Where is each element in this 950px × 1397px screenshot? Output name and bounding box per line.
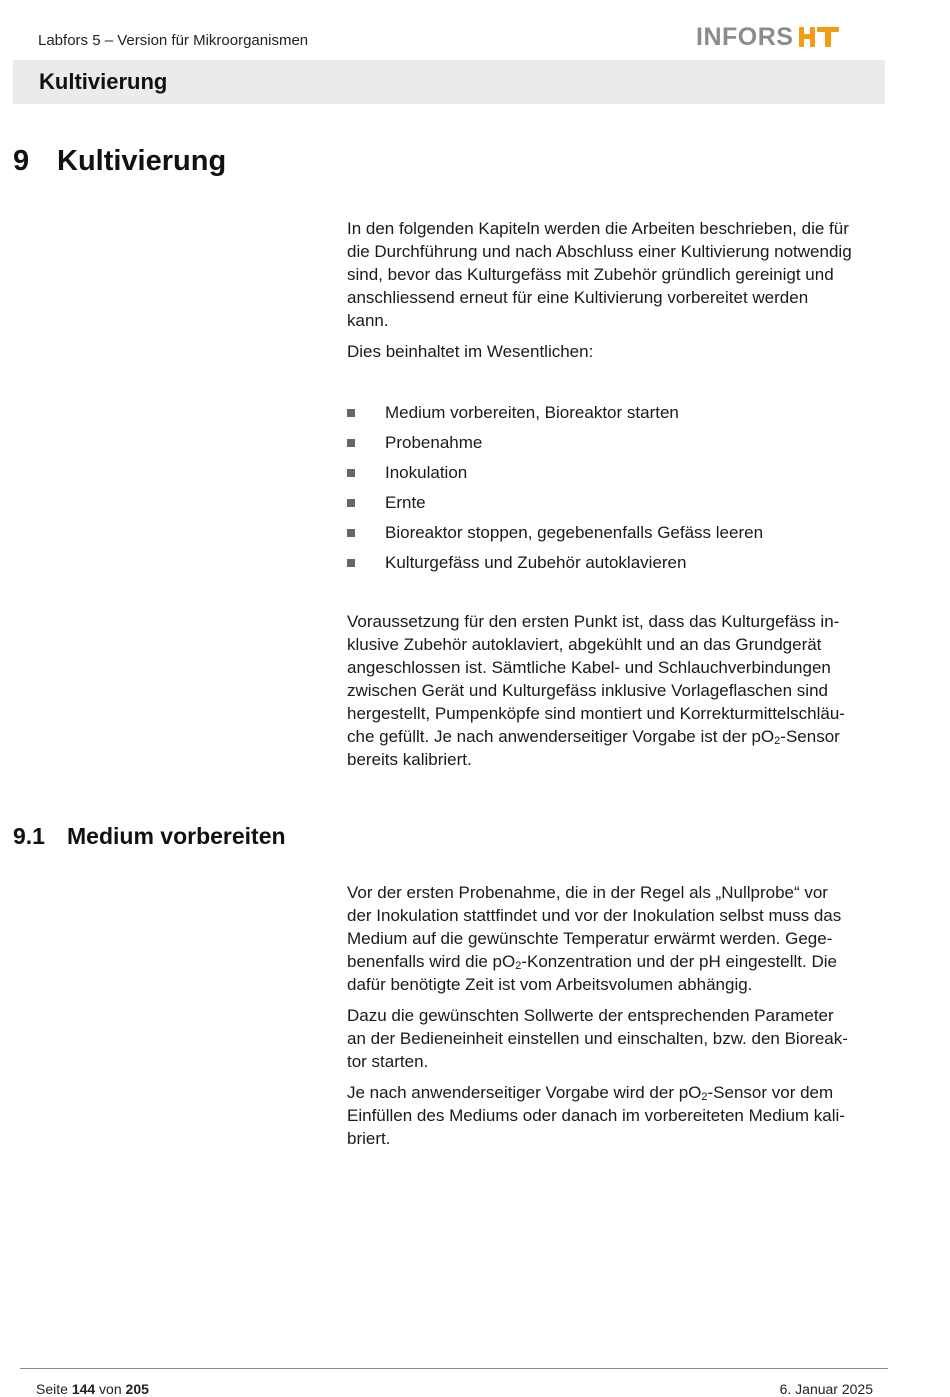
intro-text-block — [347, 217, 889, 371]
prerequisite-paragraph — [347, 610, 889, 771]
text-line: kann. — [347, 311, 389, 330]
text-line: Voraussetzung für den ersten Punkt ist, dass das Kulturgefäss in- — [347, 612, 840, 631]
text-line: anschliessend erneut für eine Kultivierung vorbereitet werden — [347, 288, 809, 307]
text-line: an der Bedieneinheit einstellen und einschalten, bzw. den Bioreak- — [347, 1029, 848, 1048]
list-item-label: Ernte — [385, 493, 426, 512]
text-line: klusive Zubehör autoklaviert, abgekühlt und an das Grundgerät — [347, 635, 822, 654]
page-prefix: Seite — [36, 1381, 72, 1397]
infors-logo — [696, 22, 841, 52]
ht-logo-mark — [799, 25, 841, 49]
text-line: che gefüllt. Je nach anwenderseitiger Vorgabe ist der pO — [347, 727, 775, 746]
list-item — [347, 488, 889, 518]
page-separator: von — [95, 1381, 126, 1397]
list-item — [347, 428, 889, 458]
section-title: Medium vorbereiten — [67, 823, 286, 849]
list-item-label: Kulturgefäss und Zubehör autoklavieren — [385, 553, 687, 572]
text-line: zwischen Gerät und Kulturgefäss inklusive Vorlageflaschen sind — [347, 681, 828, 700]
bullet-square-icon — [347, 469, 355, 477]
section-number: 9 — [13, 145, 30, 177]
list-item-label: Bioreaktor stoppen, gegebenenfalls Gefäss leeren — [385, 523, 764, 542]
text-line: benenfalls wird die pO — [347, 952, 516, 971]
text-line: hergestellt, Pumpenköpfe sind montiert und Korrekturmittelschläu- — [347, 704, 845, 723]
page-current: 144 — [71, 1381, 96, 1397]
list-item — [347, 398, 889, 428]
prerequisite-text-block — [347, 610, 889, 779]
footer-date: 6. Januar 2025 — [779, 1381, 873, 1397]
medium-paragraph-2 — [347, 1004, 889, 1073]
text-line: angeschlossen ist. Sämtliche Kabel- und Schlauchverbindungen — [347, 658, 831, 677]
list-item-label: Medium vorbereiten, Bioreaktor starten — [385, 403, 679, 422]
medium-paragraph-1 — [347, 881, 889, 996]
intro-lead-paragraph: Dies beinhaltet im Wesentlichen: — [347, 342, 594, 361]
list-item — [347, 458, 889, 488]
task-list — [347, 398, 889, 578]
document-title: Labfors 5 – Version für Mikroorganismen — [38, 32, 309, 49]
text-line: Je nach anwenderseitiger Vorgabe wird der pO — [347, 1083, 702, 1102]
section-heading-9-1 — [13, 823, 286, 850]
subscript: 2 — [515, 960, 522, 972]
list-item-label: Inokulation — [385, 463, 468, 482]
text-line: die Durchführung und nach Abschluss einer Kultivierung notwendig — [347, 242, 852, 261]
chapter-band — [13, 60, 885, 104]
text-line: -Sensor — [780, 727, 840, 746]
bullet-square-icon — [347, 529, 355, 537]
text-line: tor starten. — [347, 1052, 429, 1071]
bullet-square-icon — [347, 499, 355, 507]
medium-text-block — [347, 881, 889, 1158]
text-line: Dazu die gewünschten Sollwerte der entsprechenden Parameter — [347, 1006, 834, 1025]
list-item-label: Probenahme — [385, 433, 483, 452]
text-line: dafür benötigte Zeit ist vom Arbeitsvolumen abhängig. — [347, 975, 753, 994]
section-title: Kultivierung — [57, 145, 227, 177]
text-line: der Inokulation stattfindet und vor der Inokulation selbst muss das — [347, 906, 842, 925]
subscript: 2 — [701, 1091, 708, 1103]
section-number: 9.1 — [13, 823, 45, 849]
chapter-band-title: Kultivierung — [39, 69, 168, 94]
text-line: sind, bevor das Kulturgefäss mit Zubehör gründlich gereinigt und — [347, 265, 834, 284]
page-total: 205 — [125, 1381, 149, 1397]
text-line: In den folgenden Kapiteln werden die Arbeiten beschrieben, die für — [347, 219, 849, 238]
list-item — [347, 518, 889, 548]
text-line: bereits kalibriert. — [347, 750, 472, 769]
section-heading-9 — [13, 145, 226, 178]
page-number — [36, 1381, 149, 1397]
text-line: -Sensor vor dem — [707, 1083, 834, 1102]
text-line: -Konzentration und der pH eingestellt. Die — [521, 952, 837, 971]
medium-paragraph-3 — [347, 1081, 889, 1150]
subscript: 2 — [774, 735, 781, 747]
text-line: Einfüllen des Mediums oder danach im vorbereiteten Medium kali- — [347, 1106, 845, 1125]
text-line: Medium auf die gewünschte Temperatur erwärmt werden. Gege- — [347, 929, 833, 948]
footer-divider — [20, 1368, 888, 1369]
intro-paragraph — [347, 217, 889, 332]
text-line: Vor der ersten Probenahme, die in der Regel als „Nullprobe“ vor — [347, 883, 828, 902]
bullet-square-icon — [347, 439, 355, 447]
logo-text: INFORS — [696, 22, 794, 51]
bullet-square-icon — [347, 409, 355, 417]
bullet-square-icon — [347, 559, 355, 567]
text-line: briert. — [347, 1129, 391, 1148]
list-item — [347, 548, 889, 578]
